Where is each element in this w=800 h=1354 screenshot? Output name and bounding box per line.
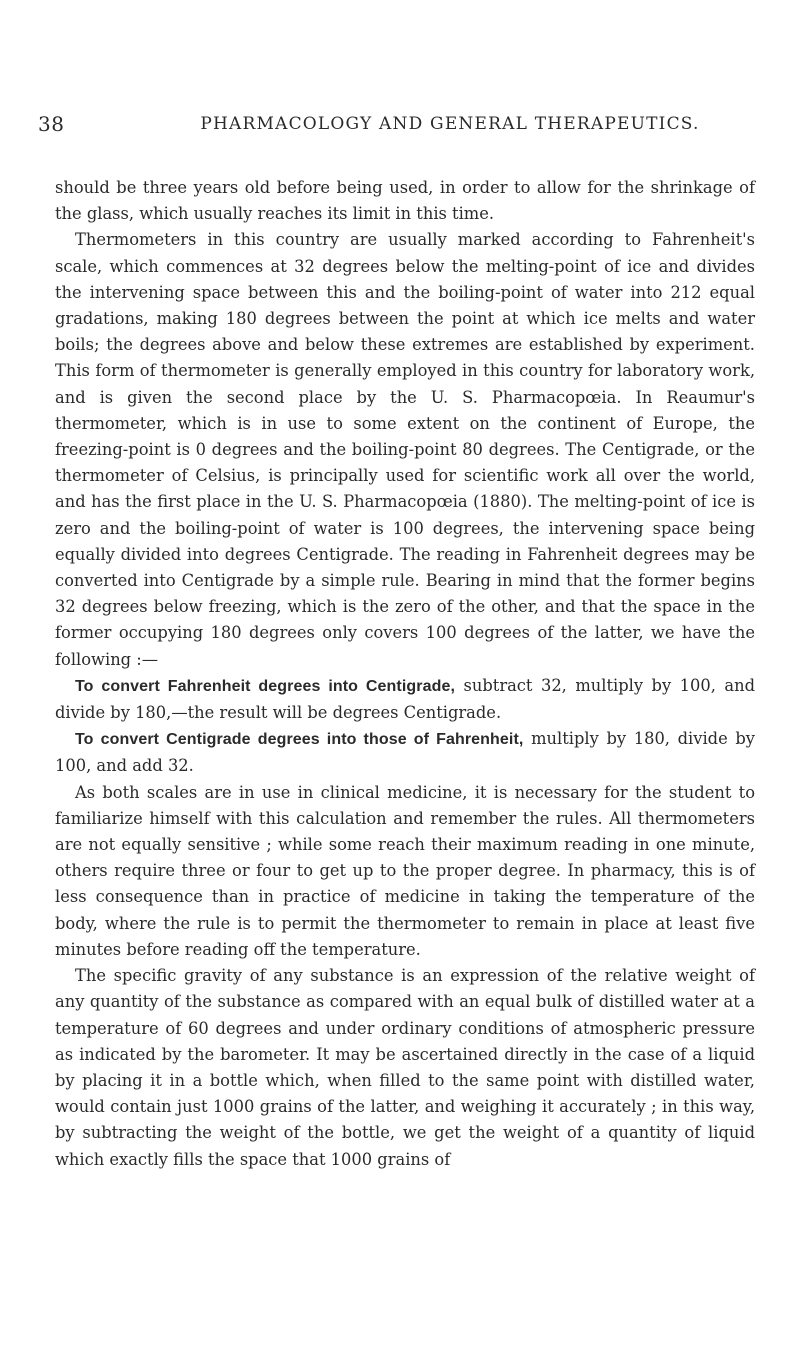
paragraph-rule-centigrade-to-fahrenheit [55,726,755,779]
rule-heading-fahrenheit-to-centigrade: To convert Fahrenheit degrees into Centigrade, [75,677,456,695]
page-number: 38 [38,112,65,136]
rule-heading-centigrade-to-fahrenheit: To convert Centigrade degrees into those of Fahrenheit, [75,731,524,749]
paragraph-continuation: should be three years old before being used, in order to allow for the shrinkage of the glass, which usually reaches its limit in this time. [55,178,755,224]
body-text [55,175,755,1173]
rule-text-centigrade-to-fahrenheit: multiply by 180, divide by 100, and add 32. [55,729,755,776]
page-header [0,112,800,142]
running-title: PHARMACOLOGY AND GENERAL THERAPEUTICS. [200,114,700,134]
paragraph-thermometers: Thermometers in this country are usually marked according to Fahrenheit's scale, which commences at 32 degrees below the melting-point of ice and divides the intervening space between this and the boiling-point of water into 212 equal gradations, making 180 degrees between the point at which ice melts and water boils; the degrees above and below these extremes are established by experiment. This form of thermometer is generally employed in this country for laboratory work, and is given the second place by the U. S. Pharmacopœia. In Reaumur's thermometer, which is in use to some extent on the continent of Europe, the freezing-point is 0 degrees and the boiling-point 80 degrees. The Centigrade, or the thermometer of Celsius, is principally used for scientific work all over the world, and has the first place in the U. S. Pharmacopœia (1880). The melting-point of ice is zero and the boiling-point of water is 100 degrees, the intervening space being equally divided into degrees Centigrade. The reading in Fahrenheit degrees may be converted into Centigrade by a simple rule. Bearing in mind that the former begins 32 degrees below freezing, which is the zero of the other, and that the space in the former occupying 180 degrees only covers 100 degrees of the latter, we have the following :— [55,230,755,669]
paragraph-clinical-use: As both scales are in use in clinical medicine, it is necessary for the student to familiarize himself with this calculation and remember the rules. All thermometers are not equally sensitive ; while some reach their maximum reading in one minute, others require three or four to get up to the proper degree. In pharmacy, this is of less consequence than in practice of medicine in taking the temperature of the body, where the rule is to permit the thermometer to remain in place at least five minutes before reading off the temperature. [55,782,755,959]
paragraph-rule-fahrenheit-to-centigrade [55,673,755,726]
paragraph-specific-gravity: The specific gravity of any substance is an expression of the relative weight of any quantity of the substance as compared with an equal bulk of distilled water at a temperature of 60 degrees and under ordinary conditions of atmospheric pressure as indicated by the barometer. It may be ascertained directly in the case of a liquid by placing it in a bottle which, when filled to the same point with distilled water, would contain just 1000 grains of the latter, and weighing it accurately ; in this way, by subtracting the weight of the bottle, we get the weight of a quantity of liquid which exactly fills the space that 1000 grains of [55,966,755,1169]
rule-text-fahrenheit-to-centigrade: subtract 32, multiply by 100, and divide by 180,—the result will be degrees Centigrade. [55,675,755,723]
